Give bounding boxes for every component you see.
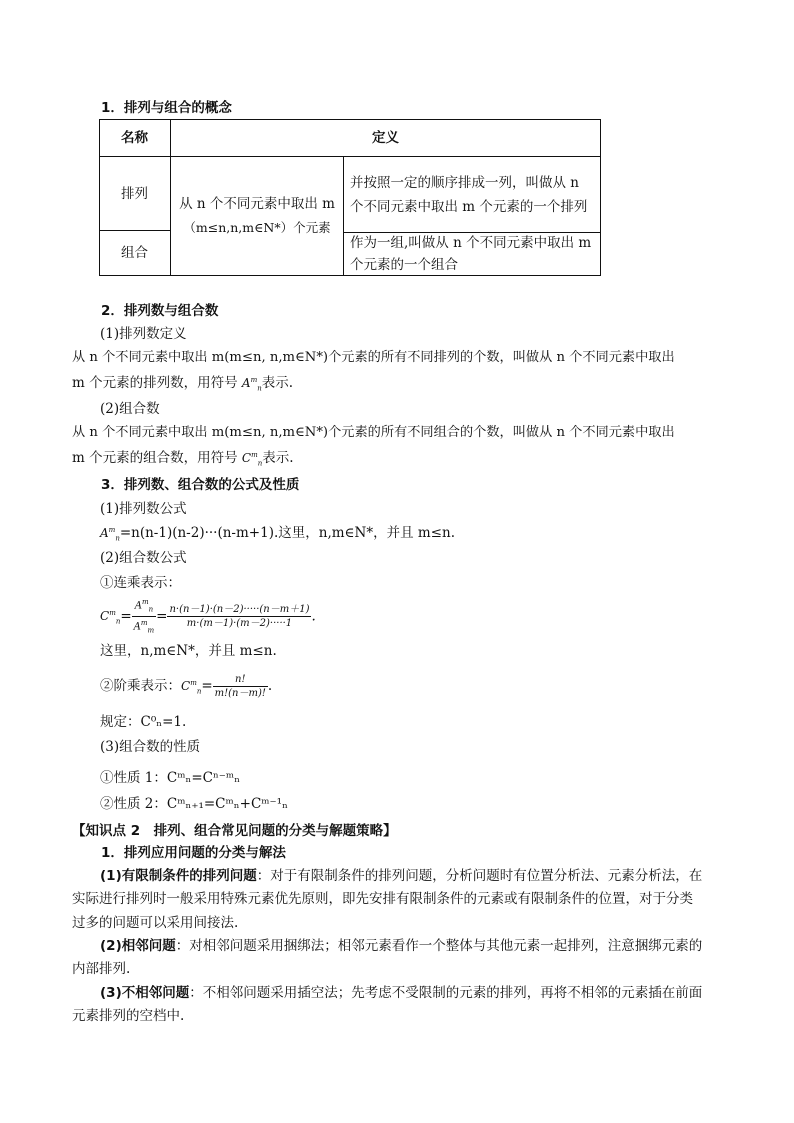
perm-def-line2: 个不同元素中取出 m 个元素的一个排列 [350, 198, 588, 215]
k2-p2-text1: ：对相邻问题采用捆绑法；相邻元素看作一个整体与其他元素一起排列，注意捆绑元素的 [175, 938, 703, 954]
fact-C-symbol: $C^m_n$ [181, 679, 202, 696]
comb-def-line1: 作为一组,叫做从 n 个不同元素中取出 m [350, 235, 592, 251]
mult-note: 这里，n,m∈N*，并且 m≤n. [100, 643, 277, 659]
perm-def-line1: 并按照一定的顺序排成一列，叫做从 n [350, 174, 579, 191]
section2-sub1-line1: 从 n 个不同元素中取出 m(m≤n, n,m∈N*)个元素的所有不同排列的个数，叫做从 n 个不同元素中取出 [72, 350, 675, 365]
k2-p3-line2: 元素排列的空档中. [72, 1008, 185, 1024]
section3-sub1-title: (1)排列数公式 [100, 501, 187, 517]
rule-line: 规定：C⁰ₙ=1. [100, 714, 187, 730]
perm-formula [100, 521, 455, 542]
section2-sub1-line2 [72, 371, 293, 392]
mult-second-fraction [167, 603, 311, 630]
k2-p1-line1 [100, 864, 702, 884]
k2-p3-label: (3)不相邻问题 [100, 985, 190, 1001]
k2-p3-line1 [100, 981, 702, 1001]
concept-table [99, 119, 601, 276]
property-1: ①性质 1：Cᵐₙ=Cⁿ⁻ᵐₙ [100, 770, 241, 786]
perm-formula-symbol: $A^m_n$ [100, 526, 120, 543]
k2-p2-label: (2)相邻问题 [100, 938, 176, 954]
fact-fraction [213, 673, 268, 700]
mult-C-symbol: $C^m_n$ [100, 609, 121, 626]
sub1-line2-post: 表示. [261, 375, 294, 391]
mult-formula: $C^m_n=$ $\frac{A^m_n}{A^m_m}$ = $\frac{n\cdot(n-1)\cdot(n-2)\cdot\cdot\cdot\cdot\cdot(n-m+1)}{m\cdot(m-1)\cdot(m-2)\cdot\cdot\cdot\cdot\cdot 1}$ . [100, 596, 316, 638]
perm-symbol: $A^m_n$ [241, 376, 262, 393]
table-shared-definition [171, 157, 343, 275]
table-row-combination-name: 组合 [121, 245, 148, 261]
mult-title: ①连乘表示： [100, 575, 181, 591]
section2-sub2-title: (2)组合数 [100, 401, 160, 417]
table-header-definition: 定义 [372, 129, 399, 146]
section3-sub2-title: (2)组合数公式 [100, 550, 187, 566]
k2-p2-line2: 内部排列. [72, 961, 131, 977]
mult-denominator: m·(m－1)·(m－2)·····1 [186, 618, 293, 630]
k2-p3-text1: ：不相邻问题采用插空法；先考虑不受限制的元素的排列，再将不相邻的元素插在前面 [189, 985, 703, 1001]
comb-symbol: $C^m_n$ [241, 451, 263, 468]
mult-numerator: n·(n－1)·(n－2)·····(n－m＋1) [169, 604, 310, 616]
fact-numerator: n! [213, 673, 268, 687]
perm-formula-text: =n(n-1)(n-2)···(n-m+1).这里，n,m∈N*，并且 m≤n. [119, 525, 455, 541]
section1-title: 1．排列与组合的概念 [101, 100, 232, 116]
k2-p1-line2: 实际进行排列时一般采用特殊元素优先原则，即先安排有限制条件的元素或有限制条件的位置，对于分类 [72, 891, 693, 907]
section3-title: 3．排列数、组合数的公式及性质 [101, 477, 300, 493]
comb-def-line2: 个元素的一个组合 [350, 257, 458, 273]
table-header-name: 名称 [121, 129, 148, 146]
sub2-line2-pre: m 个元素的组合数，用符号 [72, 450, 242, 466]
mult-first-fraction: $\frac{A^m_n}{A^m_m}$ [133, 598, 155, 635]
section2-sub2-line1: 从 n 个不同元素中取出 m(m≤n, n,m∈N*)个元素的所有不同组合的个数，叫做从 n 个不同元素中取出 [72, 425, 675, 440]
property-2: ②性质 2：Cᵐₙ₊₁=Cᵐₙ+Cᵐ⁻¹ₙ [100, 796, 288, 812]
table-combination-definition [344, 233, 600, 275]
shared-def-line1: 从 n 个不同元素中取出 m [179, 196, 335, 212]
fact-title: ②阶乘表示： [100, 678, 181, 694]
table-permutation-definition [344, 157, 600, 232]
sub2-line2-post: 表示. [262, 450, 294, 466]
sub1-line2-pre: m 个元素的排列数，用符号 [72, 375, 242, 391]
fact-formula: ②阶乘表示：$C^m_n=$ $\frac{n!}{m!(n-m)!}$ . [100, 674, 273, 699]
knowledge2-title: 1．排列应用问题的分类与解法 [101, 845, 286, 861]
fact-denominator: m!(n－m)! [214, 688, 266, 699]
k2-p1-label: (1)有限制条件的排列问题 [100, 868, 257, 884]
section2-sub2-line2 [72, 446, 294, 467]
knowledge-point-2-banner: 【知识点 2 排列、组合常见问题的分类与解题策略】 [72, 823, 397, 839]
k2-p1-line3: 过多的问题可以采用间接法. [72, 915, 239, 931]
shared-def-line2: （m≤n,n,m∈N*）个元素 [183, 220, 331, 235]
k2-p1-text1: ：对于有限制条件的排列问题，分析问题时有位置分析法、元素分析法，在 [256, 868, 703, 884]
table-row-permutation-name: 排列 [121, 185, 148, 202]
k2-p2-line1 [100, 934, 702, 954]
section2-sub1-title: (1)排列数定义 [100, 326, 187, 342]
section3-sub3-title: (3)组合数的性质 [100, 739, 201, 755]
section2-title: 2．排列数与组合数 [101, 303, 219, 319]
